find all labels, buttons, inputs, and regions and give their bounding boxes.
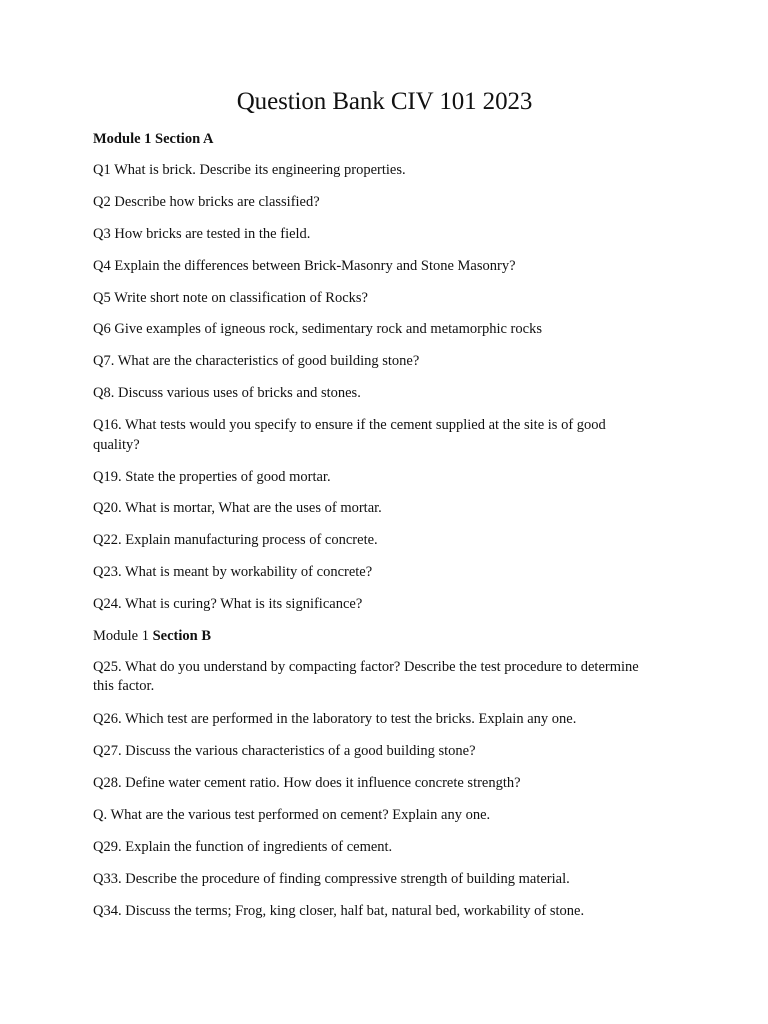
section-b-heading-prefix: Module 1 — [93, 627, 149, 644]
question-q26: Q26. Which test are performed in the laboratory to test the bricks. Explain any one. — [93, 710, 577, 727]
question-q3: Q3 How bricks are tested in the field. — [93, 225, 311, 242]
section-b-heading-bold: Section B — [152, 627, 212, 644]
section-b-questions — [93, 658, 648, 922]
question-q33: Q33. Describe the procedure of finding compressive strength of building material. — [93, 871, 570, 888]
question-q22: Q22. Explain manufacturing process of concrete. — [93, 532, 378, 549]
question-q19: Q19. State the properties of good mortar. — [93, 468, 331, 485]
section-a — [93, 130, 648, 615]
question-q28: Q28. Define water cement ratio. How does it influence concrete strength? — [93, 774, 521, 791]
question-q16: Q16. What tests would you specify to ensure if the cement supplied at the site is of good quality? — [93, 417, 606, 453]
question-q24: Q24. What is curing? What is its significance? — [93, 596, 363, 613]
question-q20: Q20. What is mortar, What are the uses of mortar. — [93, 500, 382, 517]
document-title: Question Bank CIV 101 2023 — [236, 88, 533, 115]
question-q34: Q34. Discuss the terms; Frog, king closer, half bat, natural bed, workability of stone. — [93, 903, 585, 920]
section-b-heading — [93, 627, 648, 645]
question-q29: Q29. Explain the function of ingredients of cement. — [93, 838, 393, 855]
section-b — [93, 627, 648, 922]
section-a-heading: Module 1 Section A — [93, 131, 214, 147]
question-q2: Q2 Describe how bricks are classified? — [93, 193, 320, 210]
question-q1: Q1 What is brick. Describe its engineering properties. — [93, 162, 406, 178]
question-q23: Q23. What is meant by workability of concrete? — [93, 564, 373, 581]
question-q5: Q5 Write short note on classification of Rocks? — [93, 289, 368, 306]
question-q8: Q8. Discuss various uses of bricks and stones. — [93, 385, 361, 402]
question-q6: Q6 Give examples of igneous rock, sedimentary rock and metamorphic rocks — [93, 321, 542, 338]
section-a-questions — [93, 161, 648, 615]
question-q27: Q27. Discuss the various characteristics of a good building stone? — [93, 742, 476, 759]
question-q7: Q7. What are the characteristics of good building stone? — [93, 353, 420, 370]
question-cement-tests: Q. What are the various test performed on cement? Explain any one. — [93, 806, 491, 823]
question-q4: Q4 Explain the differences between Brick-Masonry and Stone Masonry? — [93, 257, 516, 274]
question-q25: Q25. What do you understand by compacting factor? Describe the test procedure to determine this factor. — [93, 658, 639, 695]
